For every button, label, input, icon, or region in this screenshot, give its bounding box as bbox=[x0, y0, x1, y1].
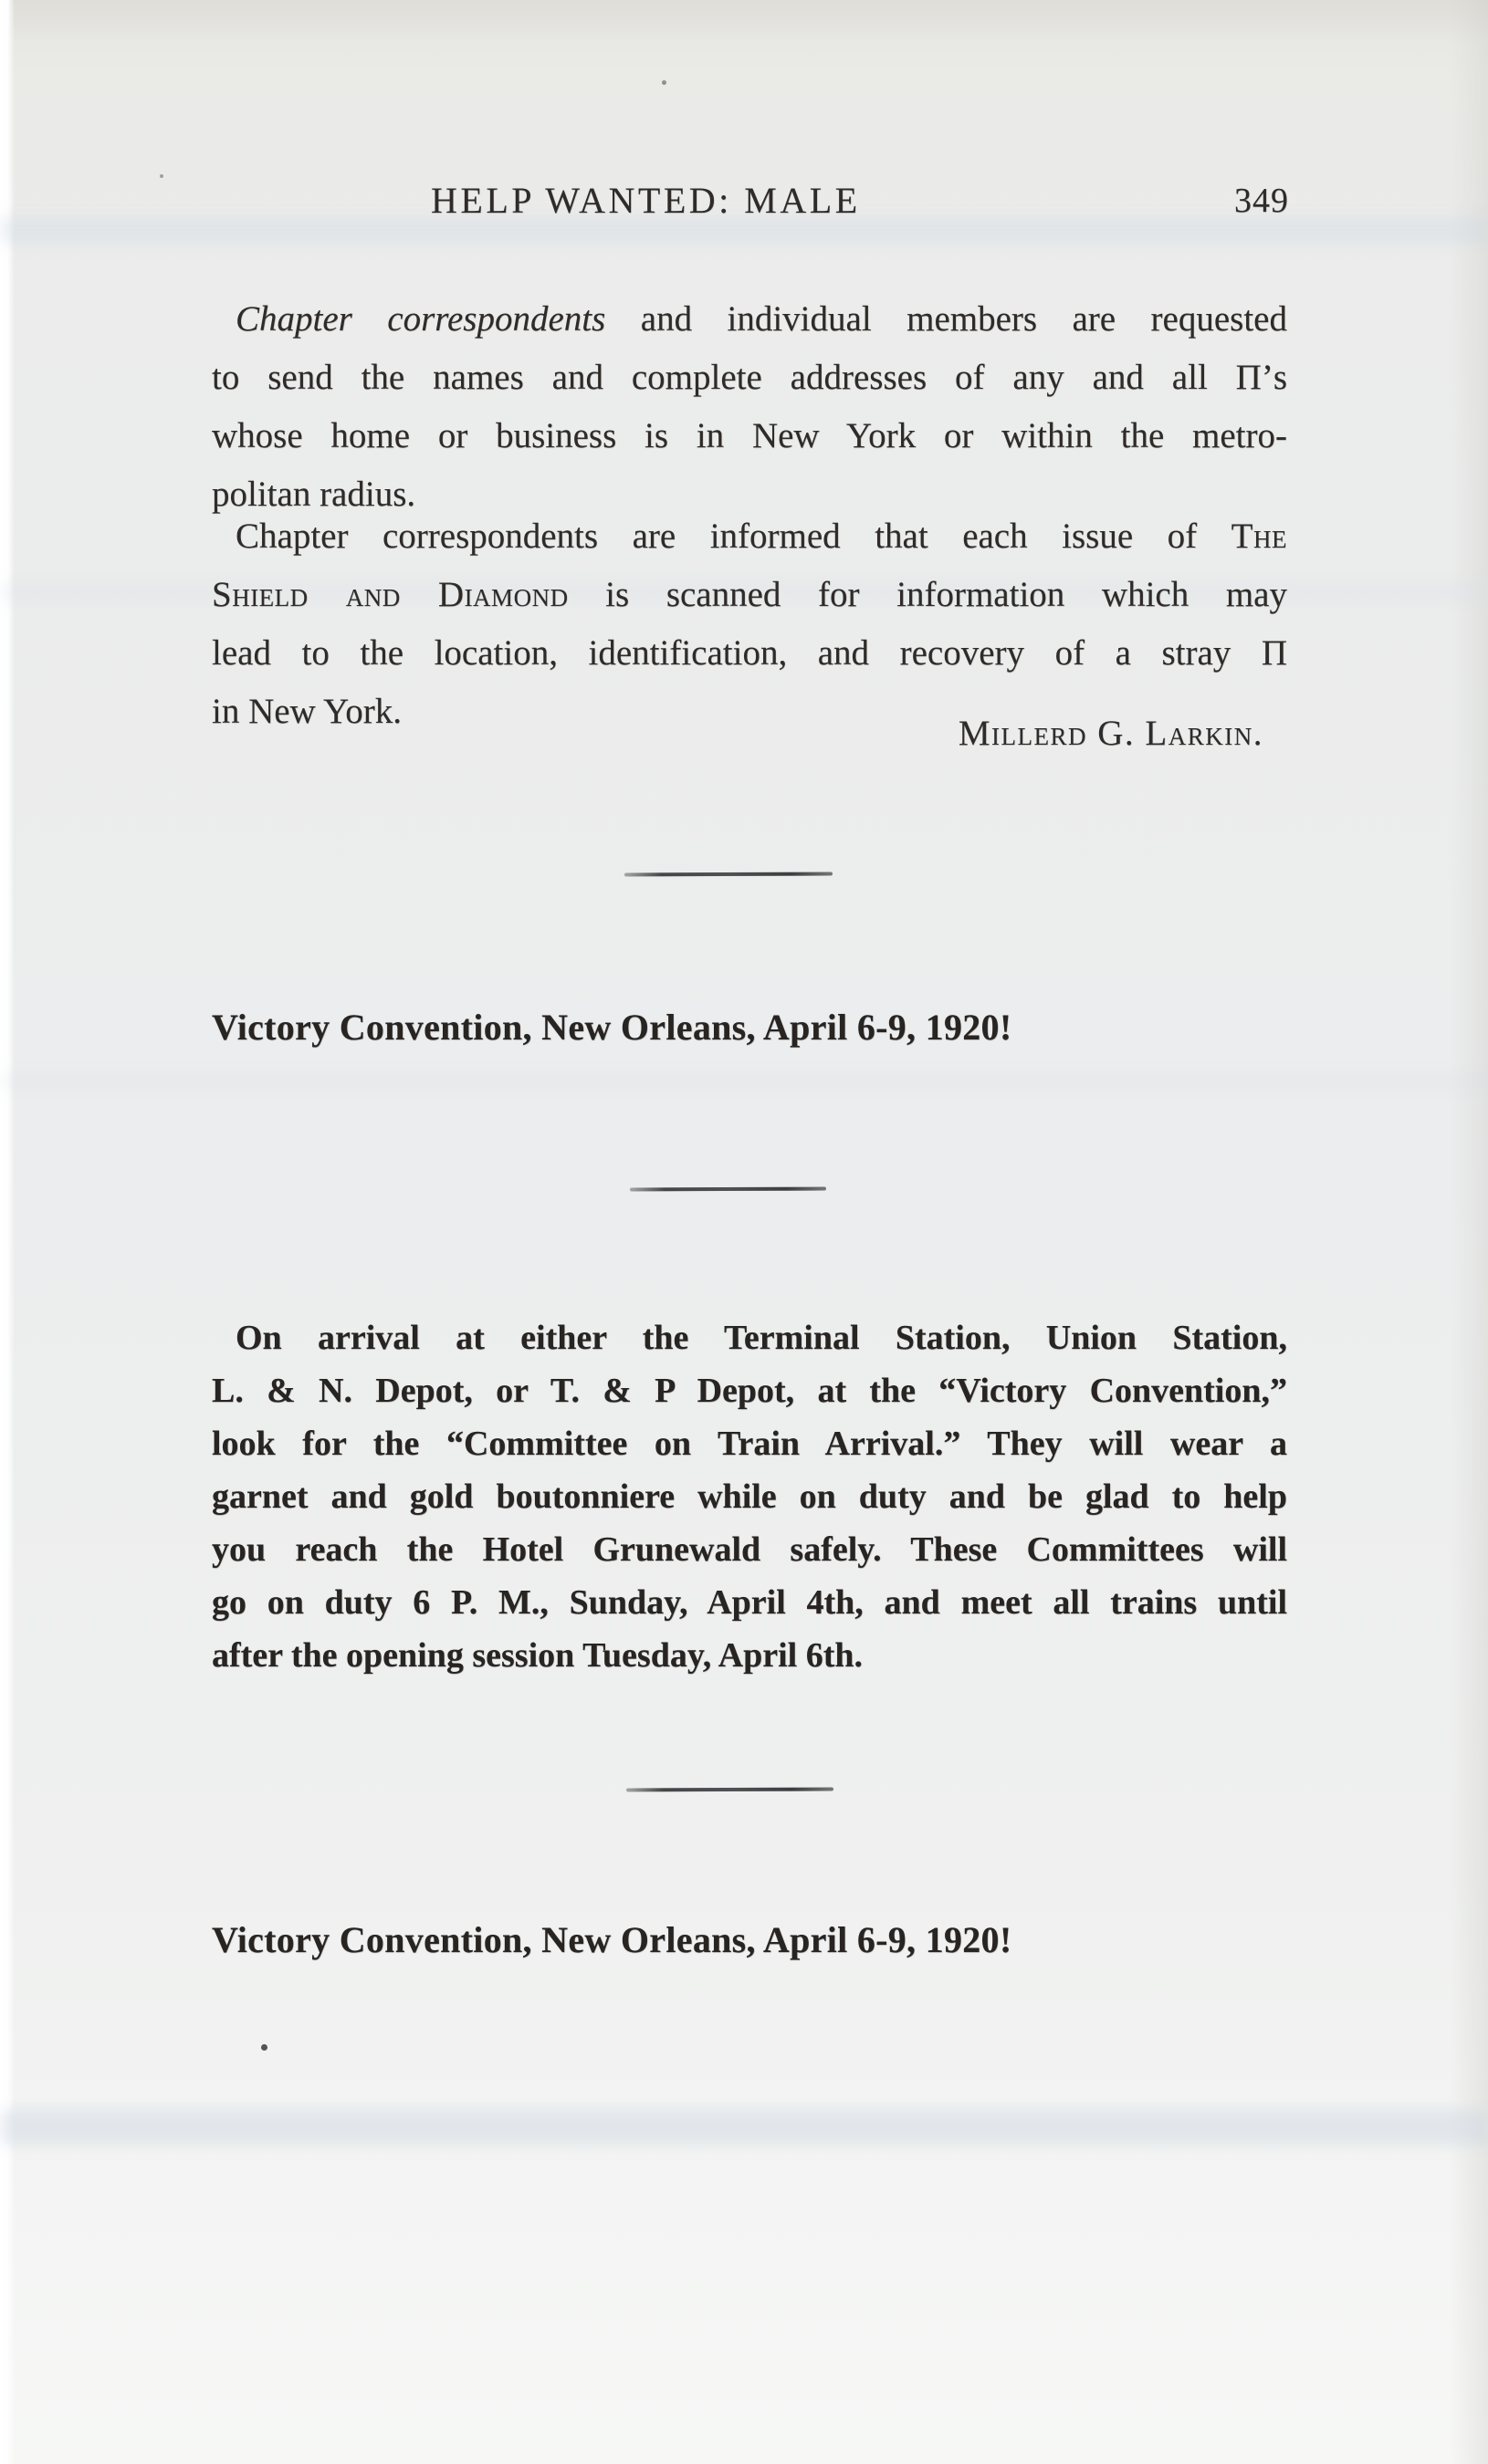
text-line bbox=[212, 290, 1287, 349]
section-divider bbox=[624, 872, 833, 877]
heading-victory-convention-top: Victory Convention, New Orleans, April 6-9, 1920! bbox=[212, 1007, 1012, 1048]
text-line: politan radius. bbox=[212, 475, 416, 514]
text-line: in New York. bbox=[212, 692, 403, 731]
page-edge-top bbox=[0, 0, 1488, 44]
text-run: is scanned for information which may bbox=[568, 575, 1287, 614]
scan-streak bbox=[0, 1073, 1488, 1090]
scan-streak bbox=[0, 2110, 1488, 2145]
page-edge-left bbox=[0, 0, 15, 2464]
text-line: look for the “Committee on Train Arrival.” They will wear a bbox=[212, 1425, 1287, 1463]
text-run: and individual members are requested bbox=[605, 299, 1287, 339]
paragraph-arrival-notice bbox=[212, 1311, 1287, 1682]
text-line bbox=[212, 507, 1287, 566]
text-line: garnet and gold boutonniere while on duty and be glad to help bbox=[212, 1477, 1287, 1516]
text-line: L. & N. Depot, or T. & P Depot, at the “Victory Convention,” bbox=[212, 1372, 1287, 1410]
running-head-title: HELP WANTED: MALE bbox=[431, 180, 861, 221]
section-divider bbox=[626, 1788, 833, 1792]
text-run: Chapter correspondents are informed that each issue of bbox=[236, 517, 1231, 556]
text-line: you reach the Hotel Grunewald safely. These Committees will bbox=[212, 1530, 1287, 1569]
smallcaps-run: Shield and Diamond bbox=[212, 575, 569, 614]
text-line: lead to the location, identification, and recovery of a stray Π bbox=[212, 633, 1287, 673]
text-line: whose home or business is in New York or within the metro- bbox=[212, 416, 1287, 455]
italic-lead: Chapter correspondents bbox=[236, 299, 606, 339]
text-line: to send the names and complete addresses of any and all Π’s bbox=[212, 358, 1287, 397]
page-number: 349 bbox=[1234, 182, 1289, 220]
text-line: On arrival at either the Terminal Station, Union Station, bbox=[236, 1319, 1287, 1357]
page-edge-right bbox=[1450, 0, 1488, 2464]
ink-speck bbox=[662, 80, 666, 85]
section-divider bbox=[630, 1187, 826, 1192]
paragraph-correspondents bbox=[212, 290, 1287, 524]
text-line bbox=[212, 566, 1287, 624]
heading-victory-convention-bottom: Victory Convention, New Orleans, April 6-9, 1920! bbox=[212, 1919, 1012, 1960]
smallcaps-run: The bbox=[1231, 517, 1287, 556]
signature-millerd-g-larkin: Millerd G. Larkin. bbox=[958, 714, 1263, 753]
ink-speck bbox=[261, 2044, 267, 2051]
ink-speck bbox=[160, 174, 163, 178]
text-line: after the opening session Tuesday, April 6th. bbox=[212, 1636, 864, 1675]
text-line: go on duty 6 P. M., Sunday, April 4th, and meet all trains until bbox=[212, 1583, 1287, 1622]
